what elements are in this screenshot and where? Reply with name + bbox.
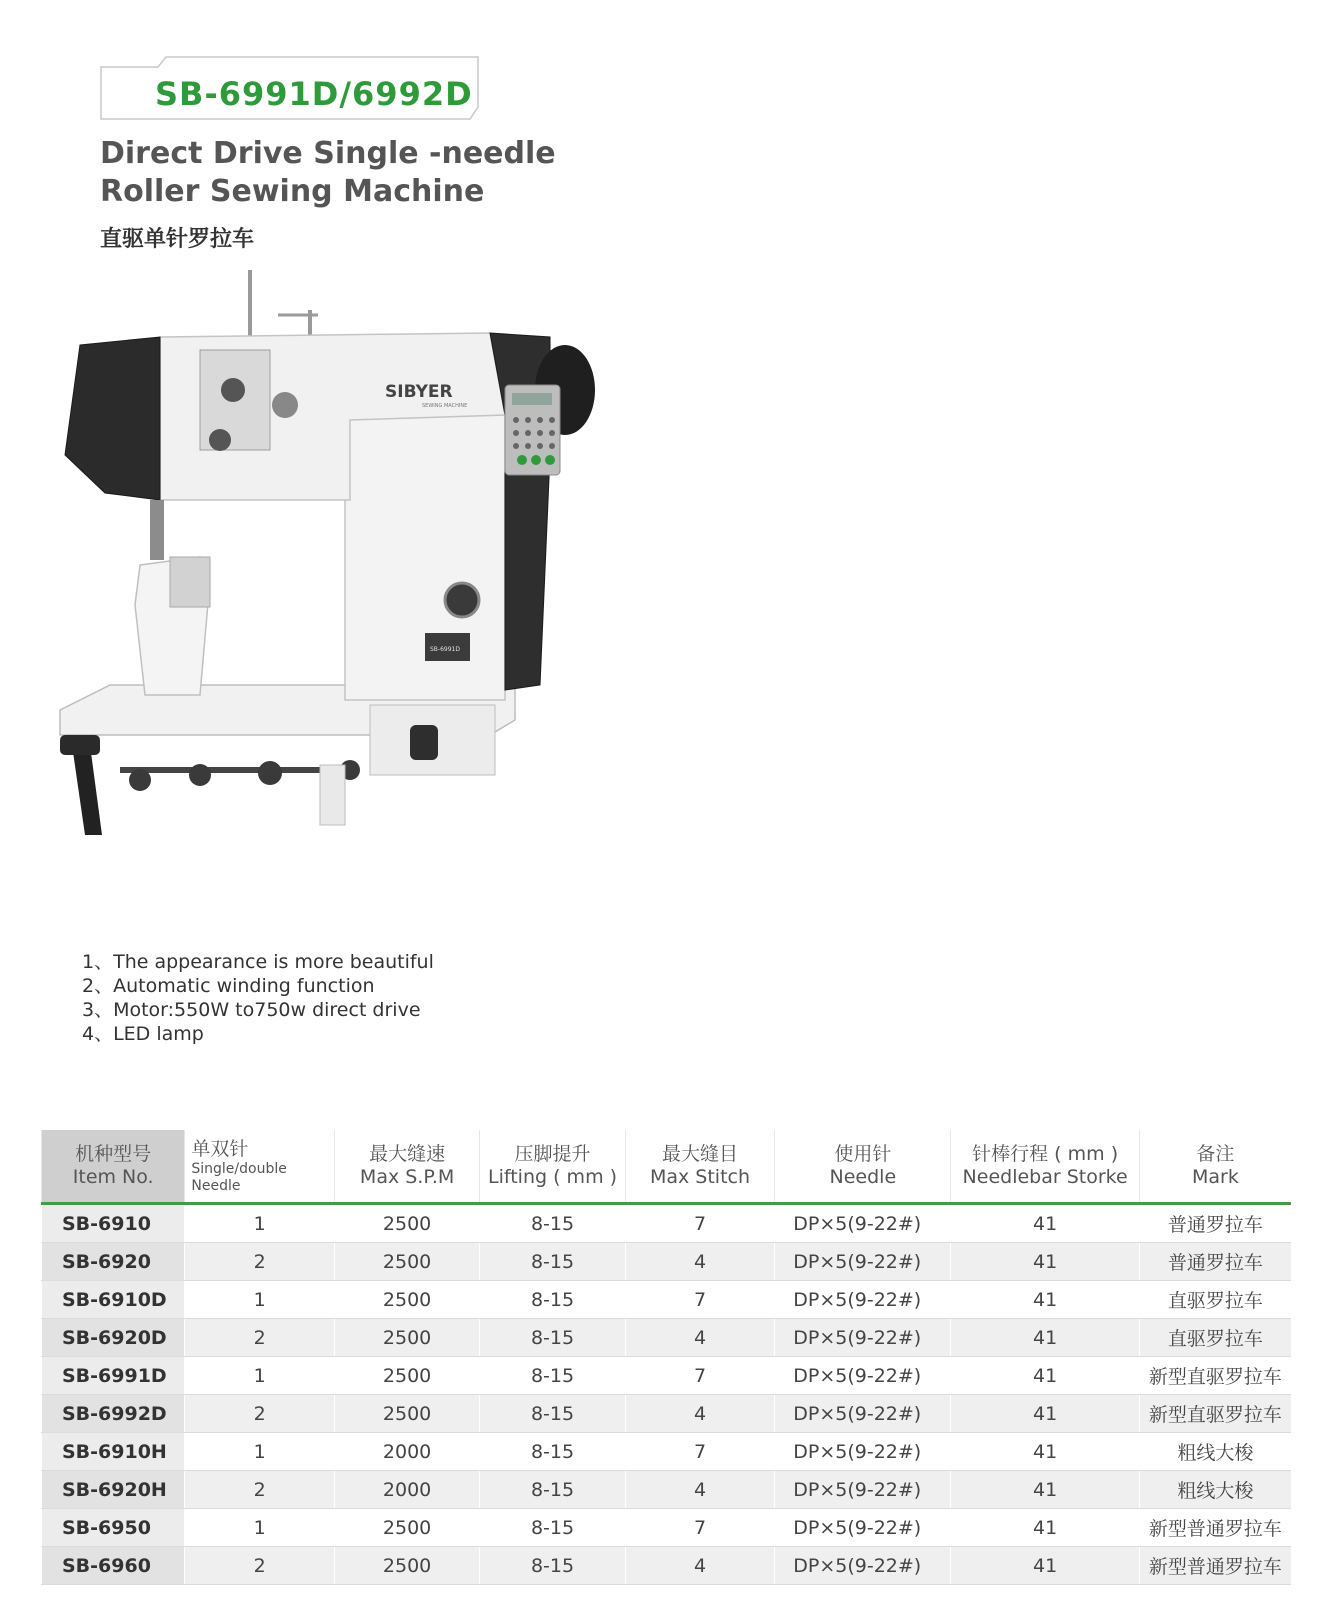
cell-needlebar-stroke: 41 (951, 1357, 1139, 1395)
cell-mark: 新型普通罗拉车 (1139, 1509, 1291, 1547)
header-lifting: 压脚提升 Lifting ( mm ) (480, 1130, 625, 1204)
header-needle-count: 单双针 Single/double Needle (185, 1130, 335, 1204)
cell-lifting: 8-15 (480, 1357, 625, 1395)
cell-item-no: SB-6910D (42, 1281, 185, 1319)
feature-item: 2、Automatic winding function (82, 975, 375, 997)
table-header-row (42, 1130, 1292, 1204)
table-row (42, 1509, 1292, 1547)
cell-needle-count: 1 (185, 1357, 335, 1395)
cell-item-no: SB-6910 (42, 1204, 185, 1243)
table-body (42, 1204, 1292, 1585)
sewing-machine-image (50, 265, 610, 875)
cell-needle-count: 2 (185, 1243, 335, 1281)
cell-item-no: SB-6991D (42, 1357, 185, 1395)
table-row (42, 1433, 1292, 1471)
cell-needlebar-stroke: 41 (951, 1204, 1139, 1243)
cell-mark: 普通罗拉车 (1139, 1243, 1291, 1281)
cell-item-no: SB-6920D (42, 1319, 185, 1357)
cell-needle: DP×5(9-22#) (775, 1319, 951, 1357)
cell-needle: DP×5(9-22#) (775, 1395, 951, 1433)
cell-needle-count: 2 (185, 1395, 335, 1433)
cell-max-stitch: 4 (625, 1319, 775, 1357)
cell-lifting: 8-15 (480, 1433, 625, 1471)
spec-table (41, 1130, 1291, 1585)
cell-needlebar-stroke: 41 (951, 1509, 1139, 1547)
feature-list (82, 950, 434, 1046)
cell-max-stitch: 4 (625, 1471, 775, 1509)
cell-max-stitch: 7 (625, 1509, 775, 1547)
cell-mark: 新型直驱罗拉车 (1139, 1395, 1291, 1433)
title-line-1: Direct Drive Single -needle (100, 136, 556, 171)
title-line-2: Roller Sewing Machine (100, 174, 485, 209)
header-max-stitch: 最大缝目 Max Stitch (625, 1130, 775, 1204)
cell-max-stitch: 4 (625, 1547, 775, 1585)
cell-needle: DP×5(9-22#) (775, 1204, 951, 1243)
model-number: SB-6991D/6992D (155, 75, 473, 113)
cell-item-no: SB-6960 (42, 1547, 185, 1585)
cell-needlebar-stroke: 41 (951, 1395, 1139, 1433)
cell-needle-count: 2 (185, 1547, 335, 1585)
cell-needle: DP×5(9-22#) (775, 1547, 951, 1585)
table-row (42, 1319, 1292, 1357)
cell-needlebar-stroke: 41 (951, 1281, 1139, 1319)
header-max-spm: 最大缝速 Max S.P.M (334, 1130, 479, 1204)
cell-lifting: 8-15 (480, 1319, 625, 1357)
cell-max-spm: 2000 (334, 1471, 479, 1509)
table-row (42, 1395, 1292, 1433)
brand-subtitle: SEWING MACHINE (422, 403, 468, 409)
head-cover (65, 337, 160, 500)
table-row (42, 1471, 1292, 1509)
cell-item-no: SB-6950 (42, 1509, 185, 1547)
feature-item: 1、The appearance is more beautiful (82, 951, 434, 973)
table-row (42, 1243, 1292, 1281)
cell-needle: DP×5(9-22#) (775, 1243, 951, 1281)
cell-needle-count: 2 (185, 1319, 335, 1357)
cell-needlebar-stroke: 41 (951, 1319, 1139, 1357)
cell-max-stitch: 4 (625, 1395, 775, 1433)
cell-needle: DP×5(9-22#) (775, 1357, 951, 1395)
header-mark: 备注 Mark (1139, 1130, 1291, 1204)
cell-needle-count: 1 (185, 1433, 335, 1471)
feature-item: 4、LED lamp (82, 1023, 204, 1045)
header-item-no: 机种型号 Item No. (42, 1130, 185, 1204)
cell-lifting: 8-15 (480, 1395, 625, 1433)
cell-mark: 粗线大梭 (1139, 1471, 1291, 1509)
cell-needle: DP×5(9-22#) (775, 1471, 951, 1509)
cell-needlebar-stroke: 41 (951, 1471, 1139, 1509)
cell-max-spm: 2500 (334, 1319, 479, 1357)
cell-item-no: SB-6920 (42, 1243, 185, 1281)
cell-max-spm: 2500 (334, 1357, 479, 1395)
knee-lever (72, 745, 102, 835)
cell-lifting: 8-15 (480, 1547, 625, 1585)
table-row (42, 1357, 1292, 1395)
cell-max-stitch: 7 (625, 1357, 775, 1395)
cell-lifting: 8-15 (480, 1243, 625, 1281)
cell-mark: 粗线大梭 (1139, 1433, 1291, 1471)
cell-needle-count: 1 (185, 1281, 335, 1319)
cell-lifting: 8-15 (480, 1471, 625, 1509)
cell-max-stitch: 7 (625, 1281, 775, 1319)
cell-needle-count: 2 (185, 1471, 335, 1509)
cell-max-spm: 2500 (334, 1243, 479, 1281)
cell-max-spm: 2500 (334, 1509, 479, 1547)
cell-needle: DP×5(9-22#) (775, 1433, 951, 1471)
cell-max-spm: 2000 (334, 1433, 479, 1471)
cell-needlebar-stroke: 41 (951, 1433, 1139, 1471)
cell-max-stitch: 7 (625, 1433, 775, 1471)
header-needlebar-stroke: 针棒行程 ( mm ) Needlebar Storke (951, 1130, 1139, 1204)
cell-max-spm: 2500 (334, 1204, 479, 1243)
product-title-chinese: 直驱单针罗拉车 (100, 227, 255, 252)
cell-item-no: SB-6992D (42, 1395, 185, 1433)
cell-item-no: SB-6920H (42, 1471, 185, 1509)
cell-mark: 直驱罗拉车 (1139, 1281, 1291, 1319)
cell-lifting: 8-15 (480, 1281, 625, 1319)
cell-mark: 直驱罗拉车 (1139, 1319, 1291, 1357)
cell-max-stitch: 7 (625, 1204, 775, 1243)
product-title (100, 135, 556, 211)
cell-needlebar-stroke: 41 (951, 1243, 1139, 1281)
cell-needle-count: 1 (185, 1509, 335, 1547)
cell-needle: DP×5(9-22#) (775, 1509, 951, 1547)
cell-max-spm: 2500 (334, 1395, 479, 1433)
cell-max-stitch: 4 (625, 1243, 775, 1281)
table-row (42, 1281, 1292, 1319)
cell-needle-count: 1 (185, 1204, 335, 1243)
header-needle: 使用针 Needle (775, 1130, 951, 1204)
cell-max-spm: 2500 (334, 1281, 479, 1319)
plate-model-text: SB-6991D (430, 646, 460, 653)
cell-item-no: SB-6910H (42, 1433, 185, 1471)
cell-needlebar-stroke: 41 (951, 1547, 1139, 1585)
cell-lifting: 8-15 (480, 1204, 625, 1243)
feature-item: 3、Motor:550W to750w direct drive (82, 999, 421, 1021)
cell-mark: 新型普通罗拉车 (1139, 1547, 1291, 1585)
brand-logo: SIBYER (385, 382, 453, 402)
table-row (42, 1204, 1292, 1243)
cell-mark: 新型直驱罗拉车 (1139, 1357, 1291, 1395)
cell-needle: DP×5(9-22#) (775, 1281, 951, 1319)
model-tab (100, 55, 490, 121)
cell-lifting: 8-15 (480, 1509, 625, 1547)
table-row (42, 1547, 1292, 1585)
cell-max-spm: 2500 (334, 1547, 479, 1585)
oil-gauge (445, 583, 479, 617)
cell-mark: 普通罗拉车 (1139, 1204, 1291, 1243)
